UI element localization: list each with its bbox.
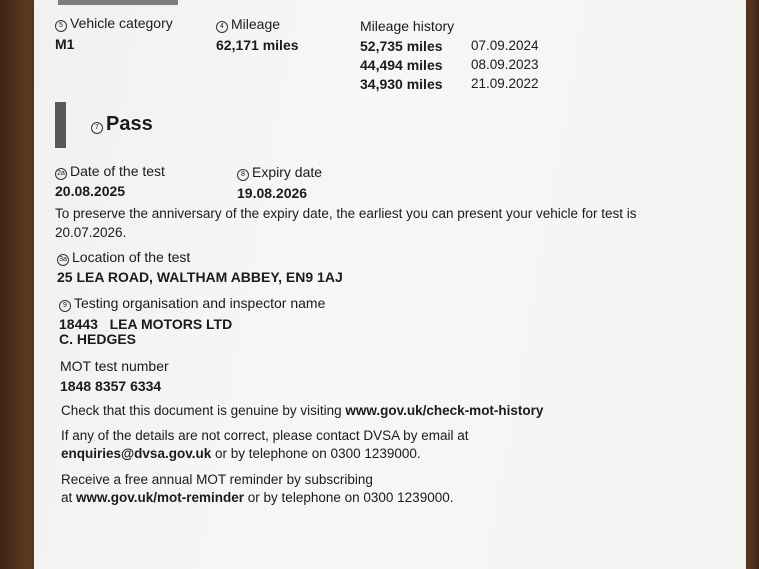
history-date-1: 07.09.2024 bbox=[471, 38, 539, 53]
expiry-date-label: 8 Expiry date bbox=[237, 164, 322, 181]
mot-number-label: MOT test number bbox=[60, 358, 169, 374]
test-date-value: 20.08.2025 bbox=[55, 183, 126, 199]
reminder-line2: at www.gov.uk/mot-reminder or by telephone on 0300 1239000. bbox=[61, 490, 454, 505]
field-number-badge: 2a bbox=[55, 168, 67, 180]
expiry-date-value: 19.08.2026 bbox=[237, 185, 308, 201]
testing-org-value: 18443 LEA MOTORS LTD bbox=[59, 316, 233, 332]
test-date-label: 2a Date of the test bbox=[55, 163, 165, 180]
contact-line1: If any of the details are not correct, please contact DVSA by email at bbox=[61, 428, 469, 443]
field-number-badge: 8 bbox=[237, 169, 249, 181]
vehicle-category-label: 5 Vehicle category bbox=[55, 15, 173, 32]
contact-line2: enquiries@dvsa.gov.uk or by telephone on 0300 1239000. bbox=[61, 446, 421, 461]
history-miles-2: 44,494 miles bbox=[360, 57, 443, 73]
mileage-value: 62,171 miles bbox=[216, 37, 299, 53]
history-miles-1: 52,735 miles bbox=[360, 38, 443, 54]
check-genuine-text: Check that this document is genuine by visiting www.gov.uk/check-mot-history bbox=[61, 403, 544, 418]
testing-org-label: 9 Testing organisation and inspector name bbox=[59, 295, 325, 312]
location-value: 25 LEA ROAD, WALTHAM ABBEY, EN9 1AJ bbox=[57, 269, 343, 285]
mileage-label: 4 Mileage bbox=[216, 16, 280, 33]
reminder-line1: Receive a free annual MOT reminder by subscribing bbox=[61, 472, 373, 487]
preserve-notice-line2: 20.07.2026. bbox=[55, 225, 127, 240]
check-mot-history-link[interactable]: www.gov.uk/check-mot-history bbox=[345, 403, 544, 418]
result-bar bbox=[55, 102, 66, 148]
field-number-badge: 7 bbox=[91, 122, 103, 134]
field-number-badge: 9 bbox=[59, 300, 71, 312]
history-date-3: 21.09.2022 bbox=[471, 76, 539, 91]
field-number-badge: 5 bbox=[55, 20, 67, 32]
inspector-name: C. HEDGES bbox=[59, 331, 137, 347]
dvsa-email-link[interactable]: enquiries@dvsa.gov.uk bbox=[61, 446, 212, 461]
mileage-history-label: Mileage history bbox=[360, 18, 455, 34]
history-miles-3: 34,930 miles bbox=[360, 76, 443, 92]
vehicle-category-value: M1 bbox=[55, 36, 75, 52]
mot-reminder-link[interactable]: www.gov.uk/mot-reminder bbox=[76, 490, 245, 505]
result-heading bbox=[91, 113, 153, 136]
location-label: 3a Location of the test bbox=[57, 249, 190, 266]
preserve-notice-line1: To preserve the anniversary of the expiry date, the earliest you can present your vehicle for test is bbox=[55, 206, 637, 221]
cropped-heading bbox=[58, 0, 178, 5]
mot-number-value: 1848 8357 6334 bbox=[60, 378, 162, 394]
field-number-badge: 4 bbox=[216, 21, 228, 33]
result-text: Pass bbox=[106, 113, 153, 135]
history-date-2: 08.09.2023 bbox=[471, 57, 539, 72]
field-number-badge: 3a bbox=[57, 254, 69, 266]
